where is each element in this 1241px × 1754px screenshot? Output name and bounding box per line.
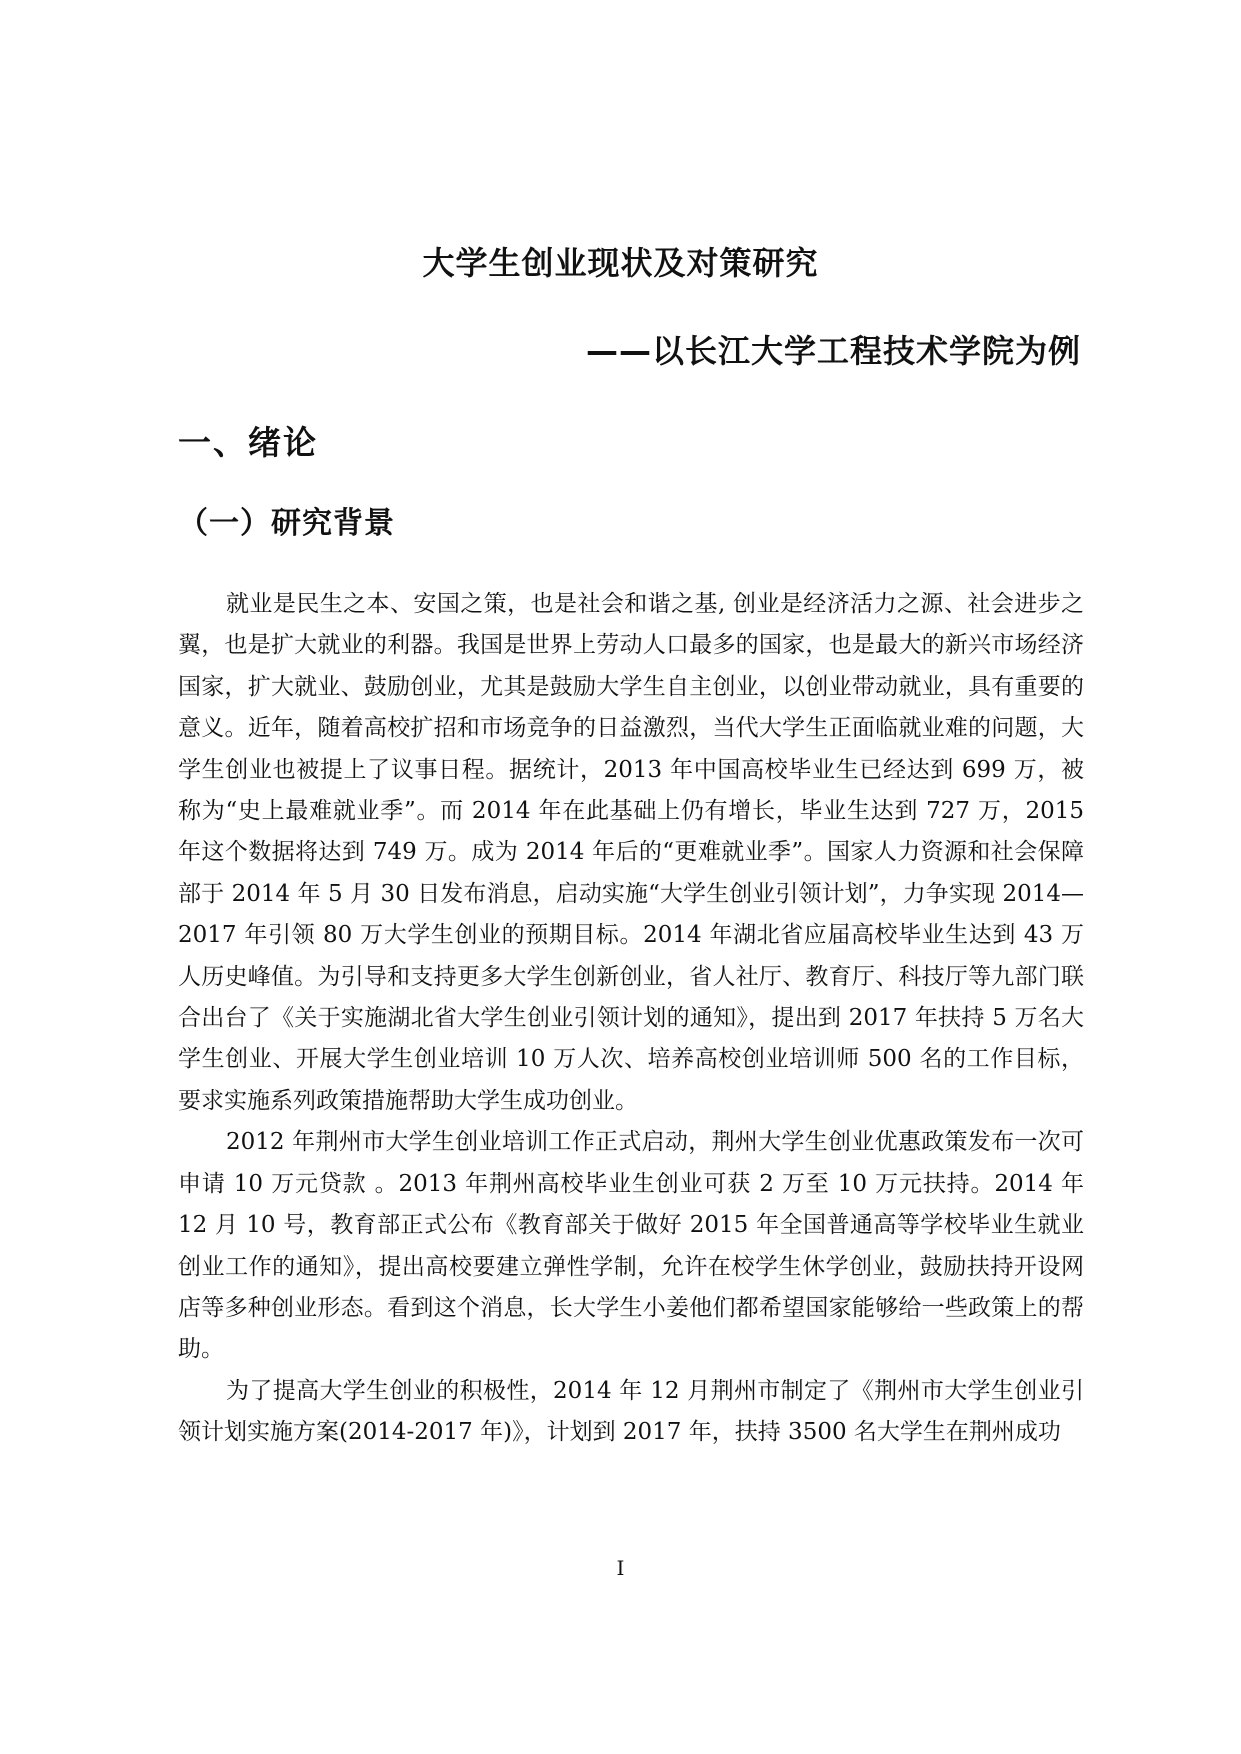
paragraph: 为了提高大学生创业的积极性，2014 年 12 月荆州市制定了《荆州市大学生创业引领计划实施方案(2014-2017 年)》，计划到 2017 年，扶持 3500 名大学生在荆州成功	[178, 1377, 1084, 1446]
paragraph: 就业是民生之本、安国之策，也是社会和谐之基, 创业是经济活力之源、社会进步之翼，也是扩大就业的利器。我国是世界上劳动人口最多的国家，也是最大的新兴市场经济国家，扩大就业、鼓励创业，尤其是鼓励大学生自主创业，以创业带动就业，具有重要的意义。近年，随着高校扩招和市场竞争的日益激烈，当代大学生正面临就业难的问题，大学生创业也被提上了议事日程。据统计，2013 年中国高校毕业生已经达到 699 万，被称为“史上最难就业季”。而 2014 年在此基础上仍有增长，毕业生达到 727 万，2015 年这个数据将达到 749 万。成为 2014 年后的“更难就业季”。国家人力资源和社会保障部于 2014 年 5 月 30 日发布消息，启动实施“大学生创业引领计划”，力争实现 2014—2017 年引领 80 万大学生创业的预期目标。2014 年湖北省应届高校毕业生达到 43 万人历史峰值。为引导和支持更多大学生创新创业，省人社厅、教育厅、科技厅等九部门联合出台了《关于实施湖北省大学生创业引领计划的通知》，提出到 2017 年扶持 5 万名大学生创业、开展大学生创业培训 10 万人次、培养高校创业培训师 500 名的工作目标，要求实施系列政策措施帮助大学生成功创业。	[178, 591, 1084, 1114]
section-heading: 一、绪论	[178, 423, 318, 462]
page-number: I	[616, 1556, 625, 1580]
body-text	[178, 584, 1084, 1454]
paragraph: 2012 年荆州市大学生创业培训工作正式启动，荆州大学生创业优惠政策发布一次可申请 10 万元贷款 。2013 年荆州高校毕业生创业可获 2 万至 10 万元扶持。2014 年 12 月 10 号，教育部正式公布《教育部关于做好 2015 年全国普通高等学校毕业生就业创业工作的通知》，提出高校要建立弹性学制，允许在校学生休学创业，鼓励扶持开设网店等多种创业形态。看到这个消息，长大学生小姜他们都希望国家能够给一些政策上的帮助。	[178, 1129, 1084, 1363]
subsection-heading: （一）研究背景	[178, 506, 395, 541]
document-title: 大学生创业现状及对策研究	[422, 244, 819, 282]
document-subtitle: ——以长江大学工程技术学院为例	[585, 332, 1081, 370]
